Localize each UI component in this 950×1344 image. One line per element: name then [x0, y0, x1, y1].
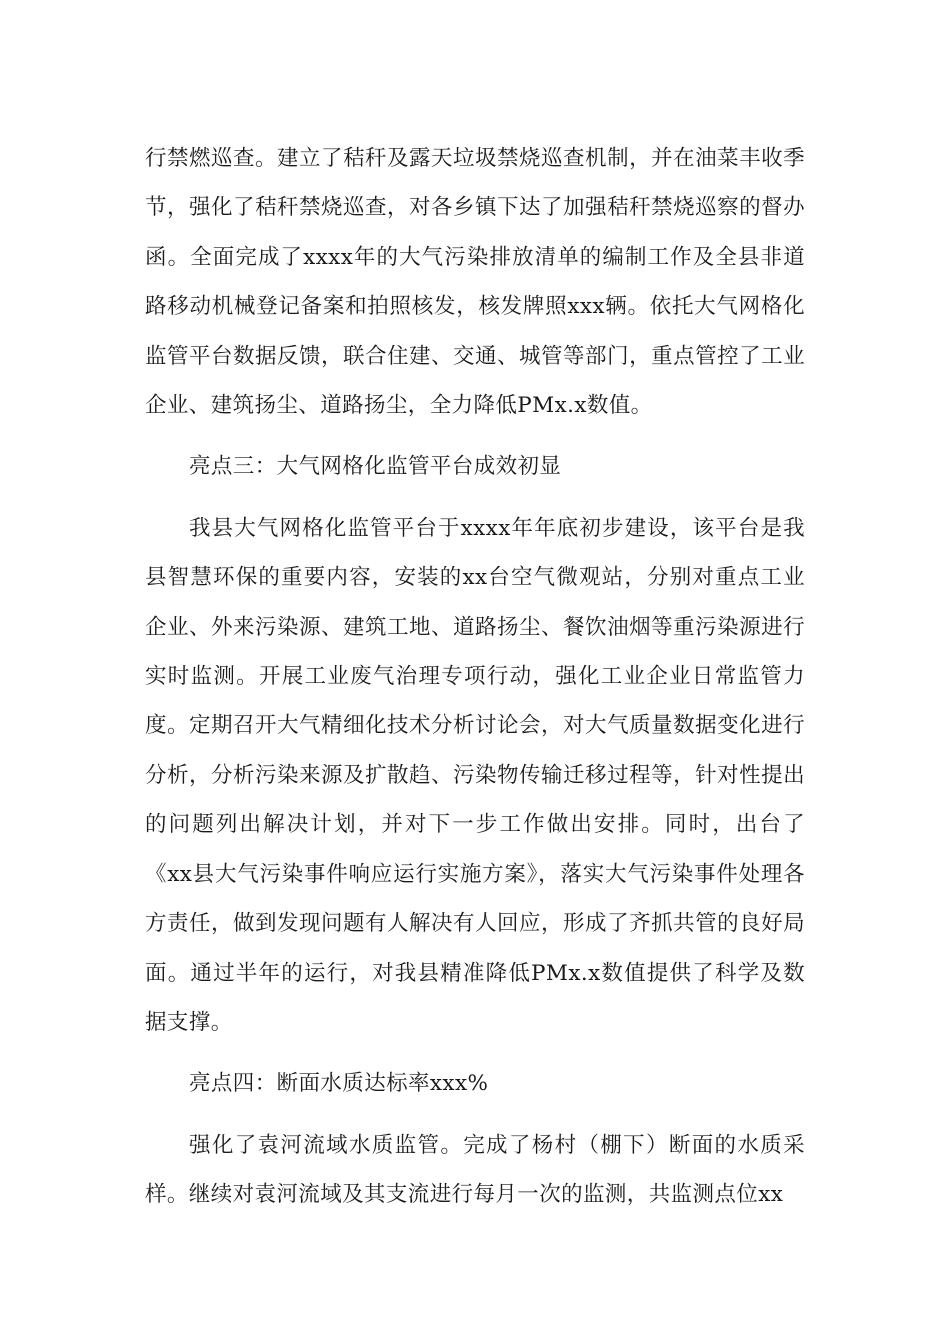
- heading-highlight-four: 亮点四：断面水质达标率xxx%: [189, 1071, 489, 1097]
- document-body: [145, 134, 805, 1220]
- paragraph-gap: [145, 1109, 805, 1121]
- paragraph-gap: [145, 1047, 805, 1059]
- paragraph-highlight-three: 我县大气网格化监管平台于xxxx年年底初步建设，该平台是我县智慧环保的重要内容，安装的xx台空气微观站，分别对重点工业企业、外来污染源、建筑工地、道路扬尘、餐饮油烟等重污染源进行实时监测。开展工业废气治理专项行动，强化工业企业日常监管力度。定期召开大气精细化技术分析讨论会，对大气质量数据变化进行分析，分析污染来源及扩散趋、污染物传输迁移过程等，针对性提出的问题列出解决计划，并对下一步工作做出安排。同时，出台了《xx县大气污染事件响应运行实施方案》，落实大气污染事件处理各方责任，做到发现问题有人解决有人回应，形成了齐抓共管的良好局面。通过半年的运行，对我县精准降低PMx.x数值提供了科学及数据支撑。: [145, 515, 805, 1035]
- paragraph-gap: [145, 430, 805, 442]
- heading-highlight-three: 亮点三：大气网格化监管平台成效初显: [189, 454, 562, 480]
- paragraph-continued: 行禁燃巡查。建立了秸秆及露天垃圾禁烧巡查机制，并在油菜丰收季节，强化了秸秆禁烧巡查，对各乡镇下达了加强秸秆禁烧巡察的督办函。全面完成了xxxx年的大气污染排放清单的编制工作及全县非道路移动机械登记备案和拍照核发，核发牌照xxx辆。依托大气网格化监管平台数据反馈，联合住建、交通、城管等部门，重点管控了工业企业、建筑扬尘、道路扬尘，全力降低PMx.x数值。: [145, 146, 805, 419]
- paragraph-highlight-four: 强化了袁河流域水质监管。完成了杨村（棚下）断面的水质采样。继续对袁河流域及其支流进行每月一次的监测，共监测点位xx: [145, 1132, 805, 1208]
- paragraph-gap: [145, 492, 805, 504]
